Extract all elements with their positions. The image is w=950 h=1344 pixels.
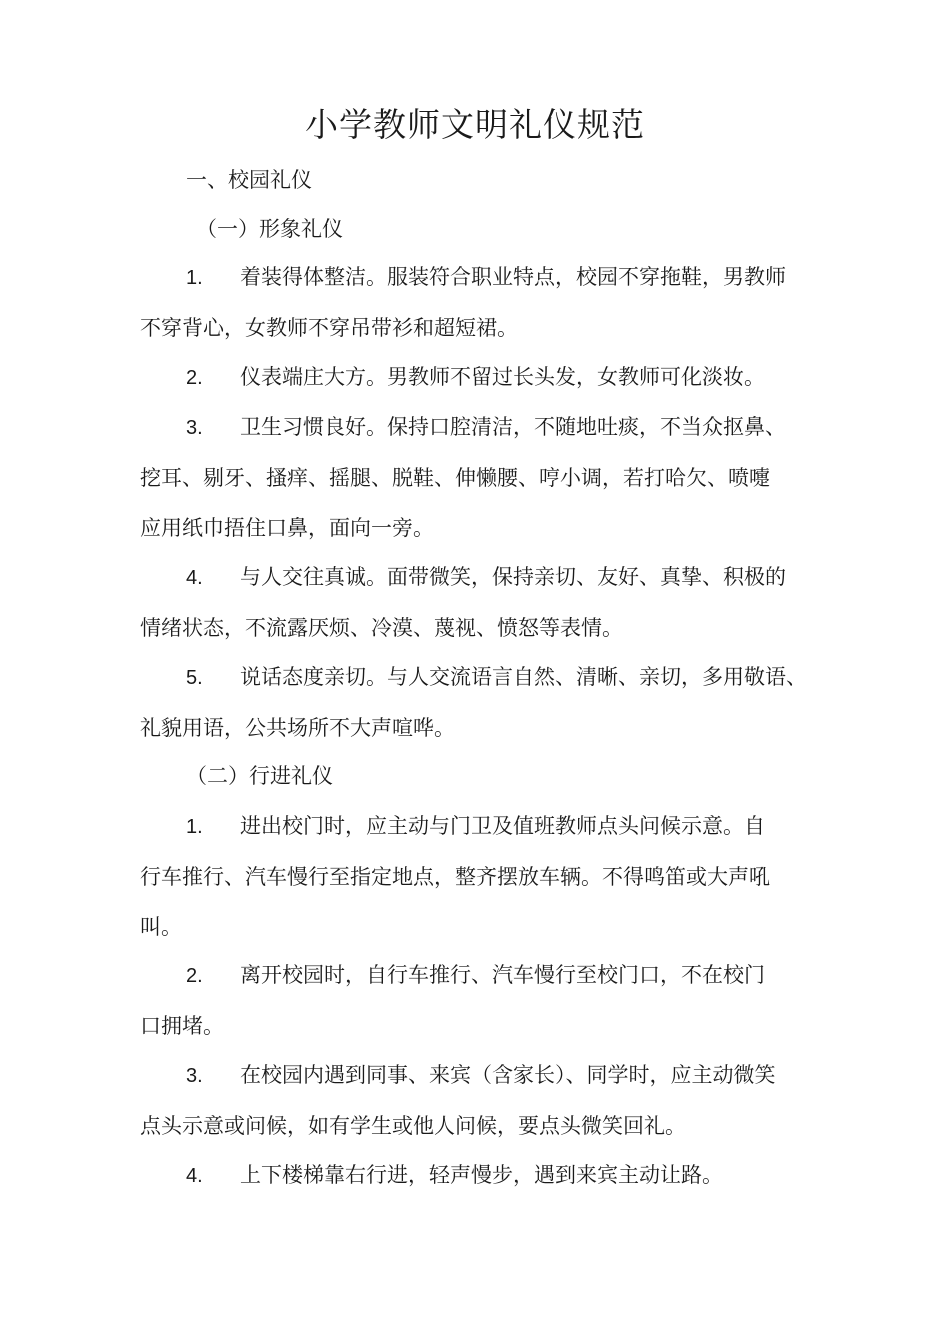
item-text: 卫生习惯良好。保持口腔清洁，不随地吐痰，不当众抠鼻、 <box>240 415 786 439</box>
item-number: 2. <box>186 367 203 389</box>
item-text: 离开校园时，自行车推行、汽车慢行至校门口，不在校门 <box>240 963 765 987</box>
item-text-line: 情绪状态，不流露厌烦、冷漠、蔑视、愤怒等表情。 <box>140 616 623 640</box>
item-text: 着装得体整洁。服装符合职业特点，校园不穿拖鞋，男教师 <box>240 265 786 289</box>
item-number: 2. <box>186 965 203 987</box>
item-text-line: 口拥堵。 <box>140 1014 224 1038</box>
item-number: 4. <box>186 1165 203 1187</box>
item-text: 说话态度亲切。与人交流语言自然、清晰、亲切，多用敬语、 <box>240 665 807 689</box>
list-item <box>140 801 840 952</box>
item-text-line: 礼貌用语，公共场所不大声喧哗。 <box>140 716 455 740</box>
item-text-line: 挖耳、剔牙、搔痒、摇腿、脱鞋、伸懒腰、哼小调，若打哈欠、喷嚏 <box>140 466 770 490</box>
item-number: 1. <box>186 267 203 289</box>
list-item <box>140 402 840 553</box>
item-text-line: 行车推行、汽车慢行至指定地点，整齐摆放车辆。不得鸣笛或大声吼 <box>140 865 770 889</box>
item-text-line: 不穿背心，女教师不穿吊带衫和超短裙。 <box>140 316 518 340</box>
list-item <box>140 252 840 353</box>
subsection-heading-walking: （二）行进礼仪 <box>186 764 333 788</box>
item-text: 在校园内遇到同事、来宾（含家长）、同学时，应主动微笑 <box>240 1063 776 1087</box>
item-text: 仪表端庄大方。男教师不留过长头发，女教师可化淡妆。 <box>240 365 765 389</box>
item-text-line: 叫。 <box>140 915 182 939</box>
subsection-heading-image: （一）形象礼仪 <box>196 217 343 241</box>
item-number: 4. <box>186 567 203 589</box>
list-item <box>140 652 840 753</box>
item-text-line: 应用纸巾捂住口鼻，面向一旁。 <box>140 516 434 540</box>
item-number: 3. <box>186 1065 203 1087</box>
document-title: 小学教师文明礼仪规范 <box>305 105 645 144</box>
item-text: 上下楼梯靠右行进，轻声慢步，遇到来宾主动让路。 <box>240 1163 723 1187</box>
list-item <box>140 552 840 653</box>
item-number: 3. <box>186 417 203 439</box>
item-number: 1. <box>186 816 203 838</box>
list-item <box>140 1050 840 1151</box>
item-text-line: 点头示意或问候，如有学生或他人问候，要点头微笑回礼。 <box>140 1114 686 1138</box>
list-item <box>140 352 840 403</box>
item-text: 与人交往真诚。面带微笑，保持亲切、友好、真挚、积极的 <box>240 565 786 589</box>
item-number: 5. <box>186 667 203 689</box>
item-text: 进出校门时，应主动与门卫及值班教师点头问候示意。自 <box>240 814 765 838</box>
list-item <box>140 950 840 1051</box>
section-heading: 一、校园礼仪 <box>186 168 312 192</box>
list-item <box>140 1150 840 1201</box>
